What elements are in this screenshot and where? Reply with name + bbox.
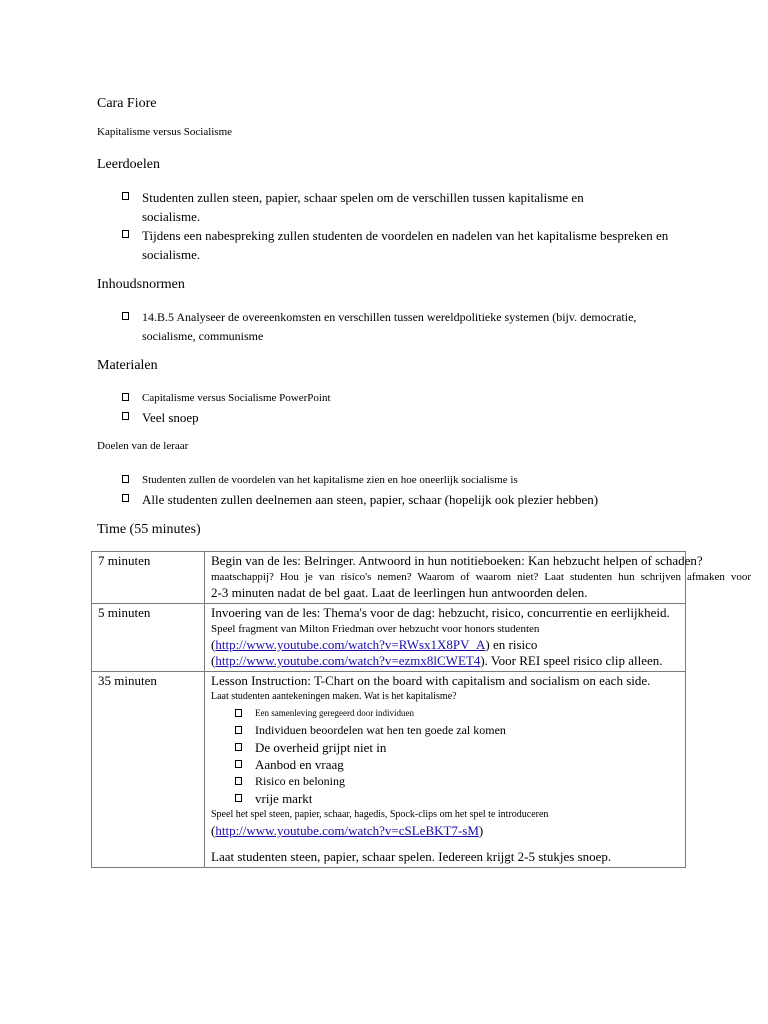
activity-cell: Invoering van de les: Thema's voor de dag: hebzucht, risico, concurrentie en eerlijkheid. Speel fragment van Milton Friedman over hebzucht voor honors studenten (http://www.youtube.com/watch?v=RWsx1X8PV_A) en risico (http://www.youtube.com/watch?v=ezmx8lCWET4). Voor REI speel risico clip alleen. xyxy=(205,604,686,672)
youtube-link-risk[interactable]: http://www.youtube.com/watch?v=ezmx8lCWET4 xyxy=(215,653,481,668)
content-standards-list xyxy=(122,308,636,346)
checkbox-icon xyxy=(235,794,242,802)
materials-heading: Materialen xyxy=(97,358,158,373)
checkbox-icon xyxy=(235,709,242,717)
learning-goals-heading: Leerdoelen xyxy=(97,157,160,172)
list-item: Studenten zullen de voordelen van het kapitalisme zien en hoe oneerlijk socialisme is xyxy=(122,471,598,490)
capitalism-characteristics-list xyxy=(211,705,679,807)
table-row xyxy=(92,552,686,604)
activity-cell: Begin van de les: Belringer. Antwoord in hun notitieboeken: Kan hebzucht helpen of schaden? maatschappij? Hou je van risico's nemen? Waarom of waarom niet? Laat studenten hun schrijven afmaken voor 2-3 minuten nadat de bel gaat. Laat de leerlingen hun antwoorden delen. xyxy=(205,552,686,604)
list-item: Studenten zullen steen, papier, schaar spelen om de verschillen tussen kapitalisme en socialisme. xyxy=(122,188,668,226)
activity-cell: Lesson Instruction: T-Chart on the board with capitalism and socialism on each side. Laat studenten aantekeningen maken. Wat is het kapitalisme? Een samenleving geregeerd door individuen Individuen beoordelen wat hen ten goede zal komen De overheid grijpt niet in Aanbod en vraag Risico en beloning vrije markt Speel het spel steen, papier, schaar, hagedis, Spock-clips om het spel te introduceren (http://www.youtube.com/watch?v=cSLeBKT7-sM) Laat studenten steen, papier, schaar spelen. Iedereen krijgt 2-5 stukjes snoep. xyxy=(205,672,686,868)
document-subtitle: Kapitalisme versus Socialisme xyxy=(97,126,233,138)
list-item: Capitalisme versus Socialisme PowerPoint xyxy=(122,389,331,408)
duration-cell: 35 minuten xyxy=(92,672,205,868)
table-row xyxy=(92,604,686,672)
youtube-link-greed[interactable]: http://www.youtube.com/watch?v=RWsx1X8PV_A xyxy=(215,637,486,652)
list-item: Risico en beloning xyxy=(235,773,679,790)
checkbox-icon xyxy=(122,412,129,420)
checkbox-icon xyxy=(122,475,129,483)
list-item: Individuen beoordelen wat hen ten goede zal komen xyxy=(235,722,679,739)
list-item: 14.B.5 Analyseer de overeenkomsten en verschillen tussen wereldpolitieke systemen (bijv. democratie, socialisme, communisme xyxy=(122,308,636,346)
checkbox-icon xyxy=(235,777,242,785)
checkbox-icon xyxy=(122,192,129,200)
checkbox-icon xyxy=(122,393,129,401)
teacher-goals-heading: Doelen van de leraar xyxy=(97,440,189,452)
teacher-goals-list xyxy=(122,471,598,509)
checkbox-icon xyxy=(122,230,129,238)
materials-list xyxy=(122,389,331,427)
list-item: vrije markt xyxy=(235,790,679,807)
checkbox-icon xyxy=(235,743,242,751)
youtube-link-rps[interactable]: http://www.youtube.com/watch?v=cSLeBKT7-sM xyxy=(215,823,479,838)
checkbox-icon xyxy=(235,760,242,768)
list-item: Aanbod en vraag xyxy=(235,756,679,773)
list-item: Tijdens een nabespreking zullen studenten de voordelen en nadelen van het kapitalisme bespreken en socialisme. xyxy=(122,226,668,264)
duration-cell: 7 minuten xyxy=(92,552,205,604)
author-name: Cara Fiore xyxy=(97,96,157,111)
checkbox-icon xyxy=(122,494,129,502)
table-row xyxy=(92,672,686,868)
content-standards-heading: Inhoudsnormen xyxy=(97,277,185,292)
learning-goals-list xyxy=(122,188,668,264)
time-heading: Time (55 minutes) xyxy=(97,522,201,537)
list-item: Veel snoep xyxy=(122,408,331,427)
duration-cell: 5 minuten xyxy=(92,604,205,672)
list-item: Alle studenten zullen deelnemen aan steen, papier, schaar (hopelijk ook plezier hebben) xyxy=(122,490,598,509)
checkbox-icon xyxy=(235,726,242,734)
checkbox-icon xyxy=(122,312,129,320)
list-item: Een samenleving geregeerd door individuen xyxy=(235,705,679,722)
schedule-table xyxy=(91,551,751,868)
list-item: De overheid grijpt niet in xyxy=(235,739,679,756)
